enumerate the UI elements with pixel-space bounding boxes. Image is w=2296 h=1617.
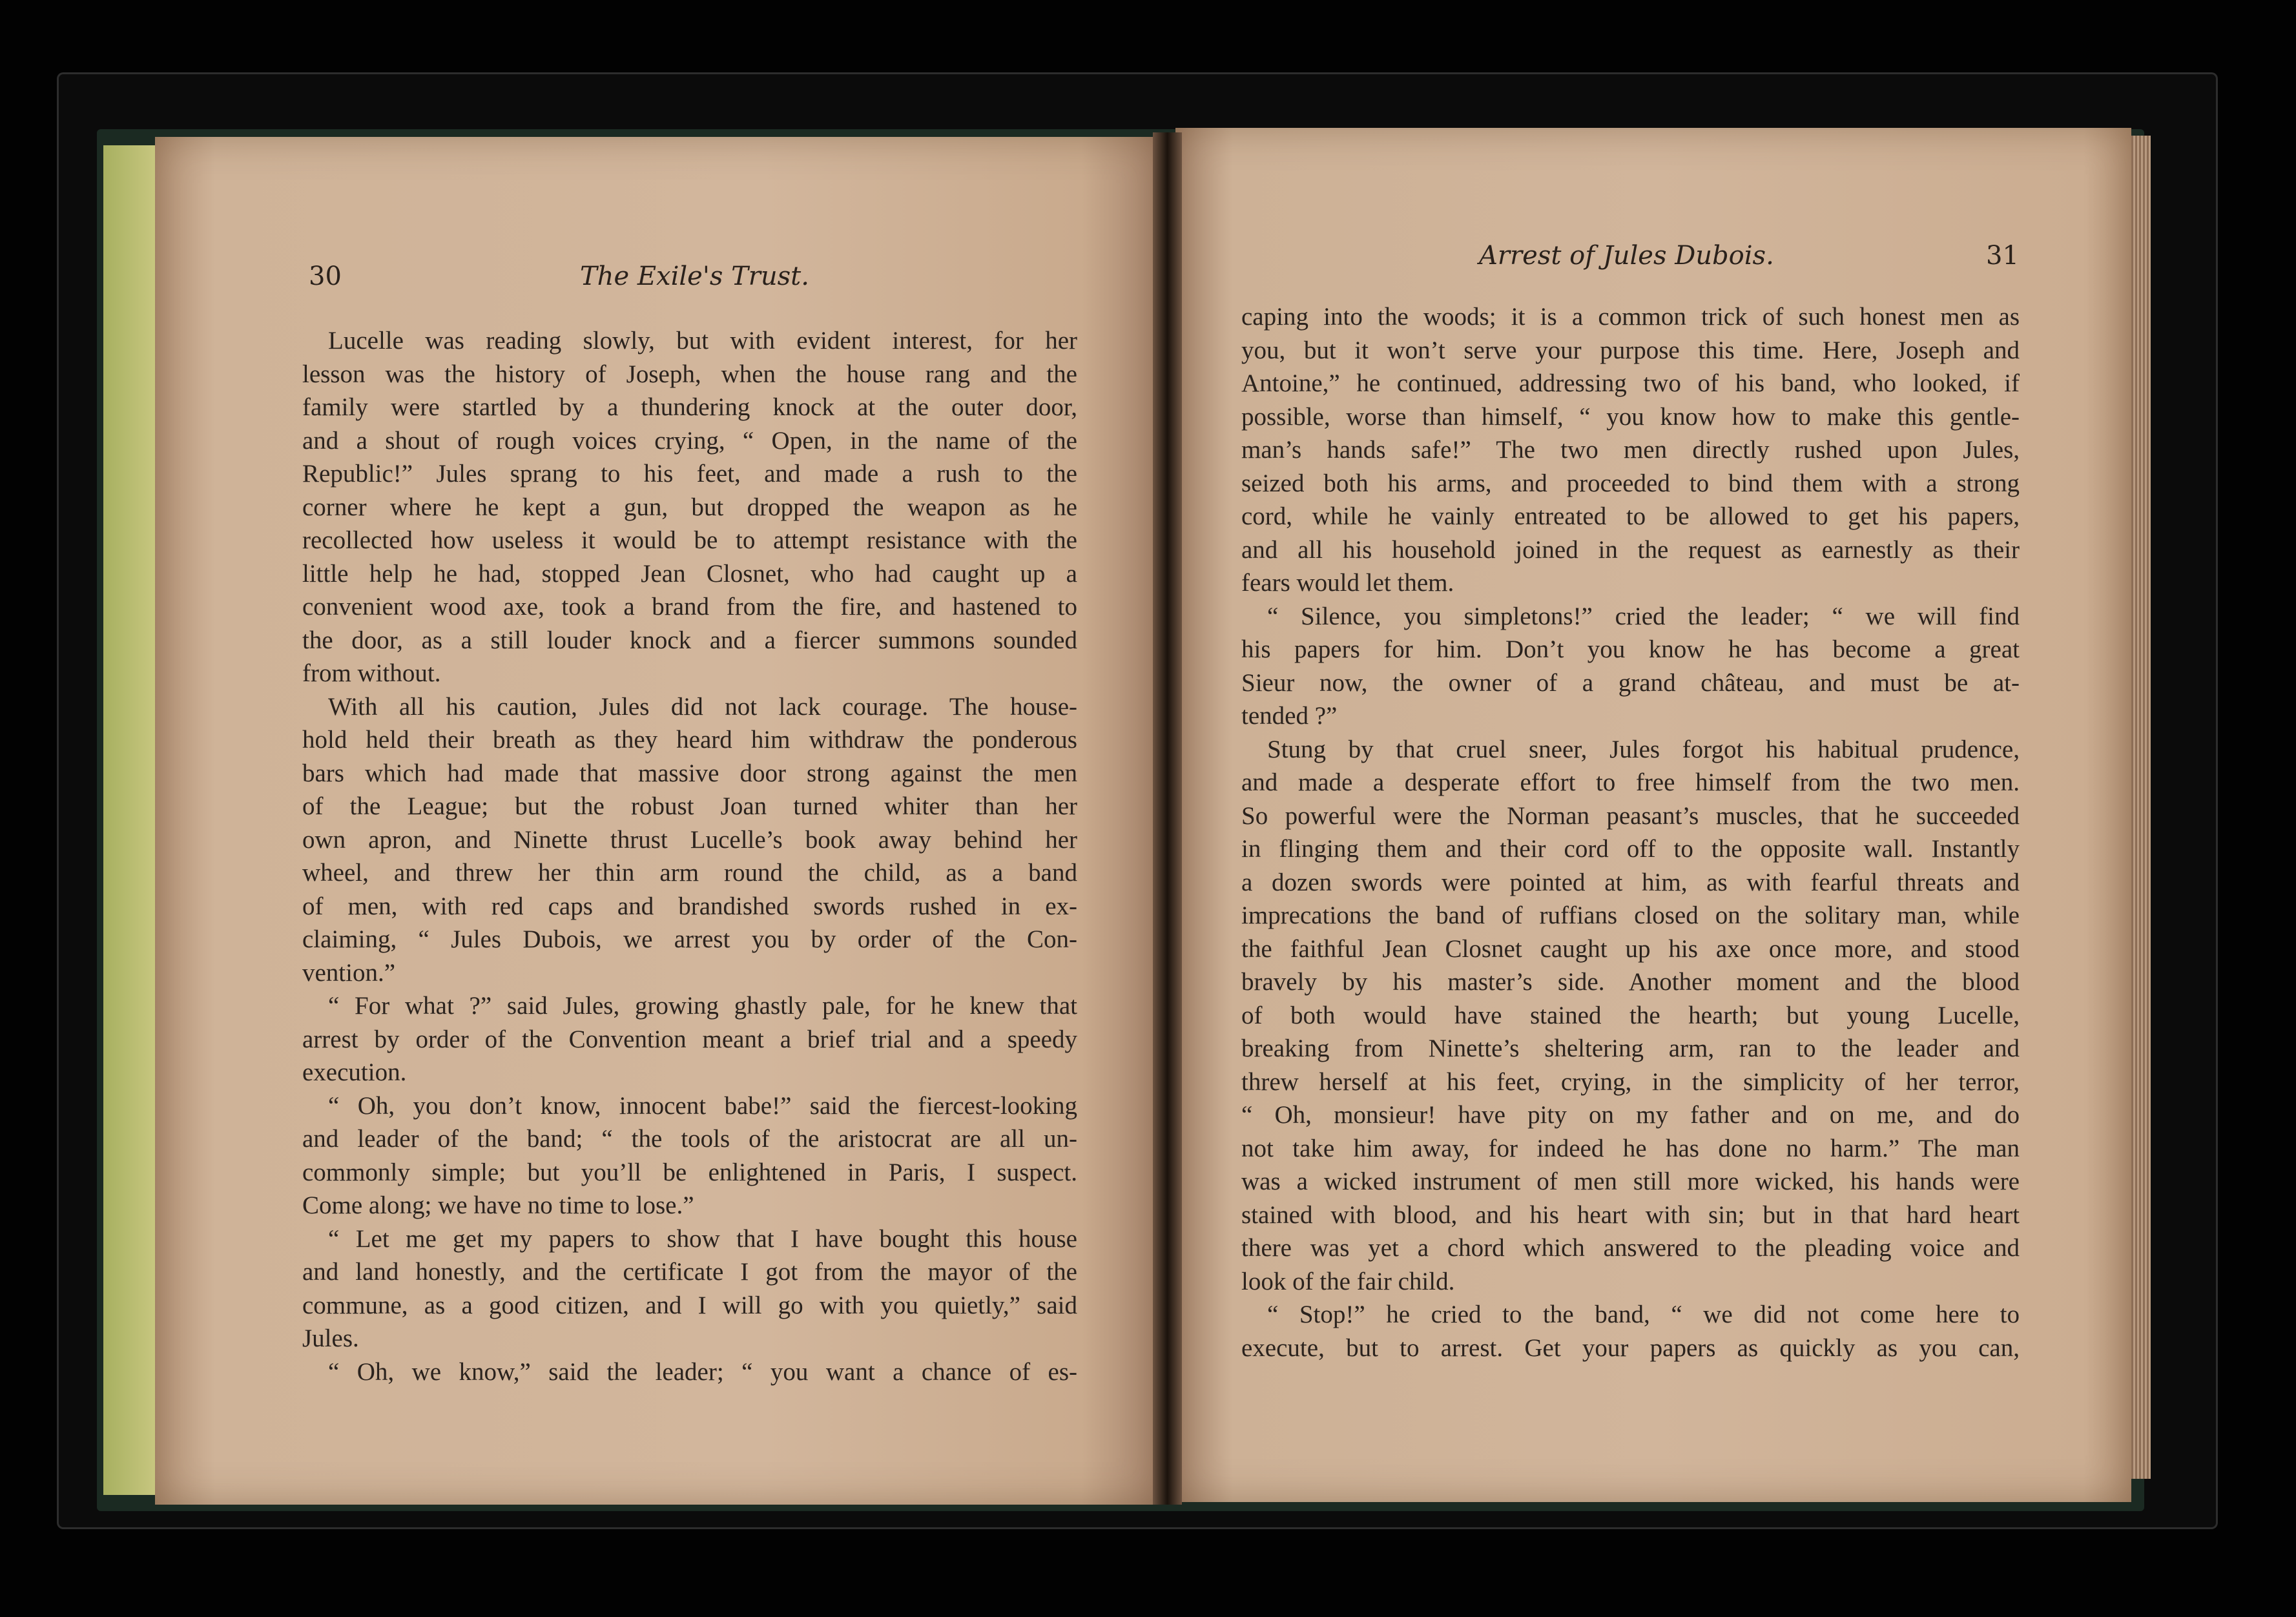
text-line: and land honestly, and the certificate I got from the mayor of the: [302, 1258, 1077, 1286]
text-line: Jules.: [302, 1324, 359, 1352]
text-line: fears would let them.: [1241, 569, 1454, 597]
text-line: lesson was the history of Joseph, when the house rang and the: [302, 360, 1077, 388]
text-line: bravely by his master’s side. Another moment and the blood: [1241, 968, 2020, 996]
page-edges: [2131, 136, 2151, 1479]
text-line: “ Oh, you don’t know, innocent babe!” said the fiercest-looking: [328, 1091, 1077, 1120]
text-line: execution.: [302, 1058, 407, 1086]
text-line: from without.: [302, 659, 441, 687]
text-line: execute, but to arrest. Get your papers as quickly as you can,: [1241, 1334, 2020, 1362]
text-line: stained with blood, and his heart with sin; but in that hard heart: [1241, 1200, 2020, 1229]
text-line: Lucelle was reading slowly, but with evident interest, for her: [328, 327, 1077, 355]
text-line: was a wicked instrument of men still more wicked, his hands were: [1241, 1168, 2020, 1195]
text-line: tended ?”: [1241, 702, 1338, 730]
right-running-title-text: Arrest of Jules Dubois.: [1479, 241, 1774, 271]
text-line: wheel, and threw her thin arm round the child, as a band: [302, 859, 1077, 887]
text-line: imprecations the band of ruffians closed on the solitary man, while: [1241, 901, 2020, 929]
text-line: arrest by order of the Convention meant a brief trial and a speedy: [302, 1025, 1077, 1053]
text-line: caping into the woods; it is a common trick of such honest men as: [1241, 303, 2020, 331]
text-line: “ Oh, monsieur! have pity on my father and on me, and do: [1241, 1101, 2020, 1129]
text-line: in flinging them and their cord off to the opposite wall. Instantly: [1241, 835, 2020, 863]
text-line: and a shout of rough voices crying, “ Open, in the name of the: [302, 426, 1077, 455]
text-line: corner where he kept a gun, but dropped the weapon as he: [302, 493, 1077, 521]
text-line: look of the fair child.: [1241, 1267, 1455, 1295]
text-line: convenient wood axe, took a brand from the fire, and hastened to: [302, 593, 1077, 621]
text-line: family were startled by a thundering knock at the outer door,: [302, 393, 1077, 421]
text-line: of men, with red caps and brandished swords rushed in ex-: [302, 892, 1077, 920]
text-line: the door, as a still louder knock and a fiercer summons sounded: [302, 626, 1077, 654]
right-page-body: [1241, 300, 2020, 1365]
text-line: Come along; we have no time to lose.”: [302, 1191, 694, 1219]
text-line: “ Stop!” he cried to the band, “ we did not come here to: [1267, 1301, 2020, 1328]
text-line: “ Let me get my papers to show that I have bought this house: [328, 1224, 1077, 1253]
text-line: there was yet a chord which answered to the pleading voice and: [1241, 1234, 2020, 1262]
text-line: Antoine,” he continued, addressing two of his band, who looked, if: [1241, 369, 2020, 397]
text-line: threw herself at his feet, crying, in the simplicity of her terror,: [1241, 1067, 2020, 1096]
text-line: “ For what ?” said Jules, growing ghastly pale, for he knew that: [328, 992, 1077, 1020]
text-line: commonly simple; but you’ll be enlightened in Paris, I suspect.: [302, 1158, 1077, 1186]
text-line: breaking from Ninette’s sheltering arm, ran to the leader and: [1241, 1035, 2020, 1062]
text-line: Stung by that cruel sneer, Jules forgot his habitual prudence,: [1267, 735, 2020, 763]
text-line: own apron, and Ninette thrust Lucelle’s book away behind her: [302, 825, 1077, 854]
text-line: recollected how useless it would be to attempt resistance with the: [302, 526, 1077, 554]
text-line: possible, worse than himself, “ you know how to make this gentle-: [1241, 402, 2020, 431]
right-page-number: 31: [1986, 241, 2019, 271]
text-line: commune, as a good citizen, and I will go with you quietly,” said: [302, 1291, 1077, 1319]
text-line: you, but it won’t serve your purpose this time. Here, Joseph and: [1241, 336, 2020, 364]
text-line: of both would have stained the hearth; but young Lucelle,: [1241, 1001, 2020, 1029]
text-line: cord, while he vainly entreated to be allowed to get his papers,: [1241, 502, 2020, 530]
text-line: man’s hands safe!” The two men directly rushed upon Jules,: [1241, 436, 2020, 464]
text-line: So powerful were the Norman peasant’s muscles, that he succeeded: [1241, 801, 2020, 830]
text-line: With all his caution, Jules did not lack courage. The house-: [328, 692, 1077, 721]
text-line: Republic!” Jules sprang to his feet, and made a rush to the: [302, 460, 1077, 488]
text-line: not take him away, for indeed he has done no harm.” The man: [1241, 1134, 2020, 1162]
text-line: “ Silence, you simpletons!” cried the leader; “ we will find: [1267, 602, 2020, 630]
text-line: bars which had made that massive door strong against the men: [302, 759, 1077, 787]
text-line: claiming, “ Jules Dubois, we arrest you by order of the Con-: [302, 925, 1077, 953]
left-page-number: 30: [309, 262, 342, 291]
text-line: and leader of the band; “ the tools of the aristocrat are all un-: [302, 1125, 1077, 1153]
text-line: little help he had, stopped Jean Closnet, who had caught up a: [302, 559, 1077, 588]
text-line: a dozen swords were pointed at him, as with fearful threats and: [1241, 868, 2020, 896]
cover-endpaper-strip: [103, 145, 155, 1495]
left-running-title: [580, 262, 809, 291]
text-line: and all his household joined in the request as earnestly as their: [1241, 535, 2020, 564]
left-page-body: [302, 324, 1077, 1388]
book-gutter: [1153, 132, 1182, 1505]
text-line: the faithful Jean Closnet caught up his axe once more, and stood: [1241, 934, 2020, 963]
text-line: and made a desperate effort to free himself from the two men.: [1241, 768, 2020, 796]
text-line: vention.”: [302, 958, 396, 987]
text-line: Sieur now, the owner of a grand château, and must be at-: [1241, 668, 2020, 697]
text-line: hold held their breath as they heard him withdraw the ponderous: [302, 726, 1077, 754]
text-line: seized both his arms, and proceeded to bind them with a strong: [1241, 469, 2020, 497]
text-line: his papers for him. Don’t you know he has become a great: [1241, 635, 2020, 663]
text-line: “ Oh, we know,” said the leader; “ you want a chance of es-: [328, 1357, 1077, 1386]
right-running-title: [1479, 241, 1774, 271]
text-line: of the League; but the robust Joan turned whiter than her: [302, 792, 1077, 820]
left-running-title-text: The Exile's Trust.: [580, 262, 809, 291]
